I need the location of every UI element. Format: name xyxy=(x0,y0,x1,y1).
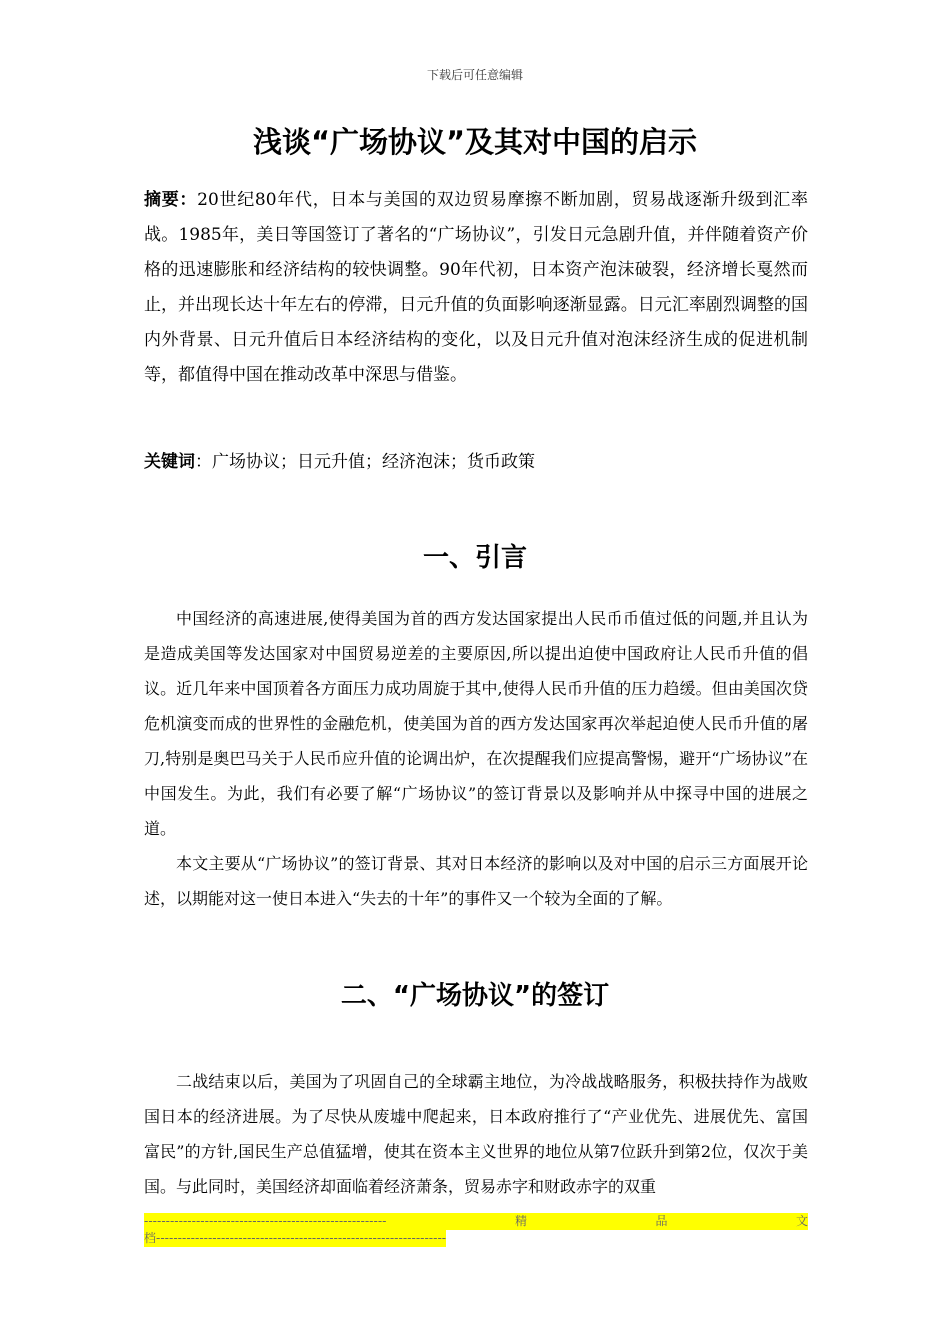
footer-char: 文 xyxy=(795,1214,808,1228)
keywords xyxy=(144,445,808,480)
section-signing-body xyxy=(144,1064,808,1204)
abstract-text: 20世纪80年代，日本与美国的双边贸易摩擦不断加剧，贸易战逐渐升级到汇率战。1985年，美日等国签订了著名的“广场协议”，引发日元急剧升值，并伴随着资产价格的迅速膨胀和经济结构的较快调整。90年代初，日本资产泡沫破裂，经济增长戛然而止，并出现长达十年左右的停滞，日元升值的负面影响逐渐显露。日元汇率剧烈调整的国内外背景、日元升值后日本经济结构的变化，以及日元升值对泡沫经济生成的促进机制等，都值得中国在推动改革中深思与借鉴。 xyxy=(144,190,809,385)
footer-line-1 xyxy=(144,1213,808,1230)
paragraph: 二战结束以后，美国为了巩固自己的全球霸主地位，为冷战战略服务，积极扶持作为战败国日本的经济进展。为了尽快从废墟中爬起来，日本政府推行了“产业优先、进展优先、富国富民”的方针,国民生产总值猛增，使其在资本主义世界的地位从第7位跃升到第2位，仅次于美国。与此同时，美国经济却面临着经济萧条，贸易赤字和财政赤字的双重 xyxy=(144,1072,808,1196)
section-heading-introduction: 一、引言 xyxy=(422,543,527,573)
keywords-label: 关键词 xyxy=(144,452,195,472)
section-heading-signing: 二、“广场协议”的签订 xyxy=(340,981,610,1011)
footer-char: 档 xyxy=(144,1231,157,1245)
footer-line-2 xyxy=(144,1230,446,1247)
footer-dashes: -------------------------------------------------------- xyxy=(144,1214,387,1228)
keywords-text: ：广场协议；日元升值；经济泡沫；货币政策 xyxy=(195,452,535,472)
document-title: 浅谈“广场协议”及其对中国的启示 xyxy=(252,125,698,159)
section-introduction-body xyxy=(144,601,808,916)
page-header: 下载后可任意编辑 xyxy=(426,68,523,82)
abstract xyxy=(144,183,808,393)
paragraph: 中国经济的高速进展,使得美国为首的西方发达国家提出人民币币值过低的问题,并且认为是造成美国等发达国家对中国贸易逆差的主要原因,所以提出迫使中国政府让人民币升值的倡议。近几年来中国顶着各方面压力成功周旋于其中,使得人民币升值的压力趋缓。但由美国次贷危机演变而成的世界性的金融危机，使美国为首的西方发达国家再次举起迫使人民币升值的屠刀,特别是奥巴马关于人民币应升值的论调出炉，在次提醒我们应提高警惕，避开“广场协议”在中国发生。为此，我们有必要了解“广场协议”的签订背景以及影响并从中探寻中国的进展之道。 xyxy=(144,609,808,838)
footer-char: 品 xyxy=(655,1214,668,1228)
page-footer xyxy=(144,1213,808,1247)
abstract-label: 摘要： xyxy=(144,190,198,210)
footer-char: 精 xyxy=(514,1214,527,1228)
paragraph: 本文主要从“广场协议”的签订背景、其对日本经济的影响以及对中国的启示三方面展开论述，以期能对这一使日本进入“失去的十年”的事件又一个较为全面的了解。 xyxy=(144,854,808,908)
footer-dashes: ------------------------------------------------------------------- xyxy=(156,1231,447,1245)
